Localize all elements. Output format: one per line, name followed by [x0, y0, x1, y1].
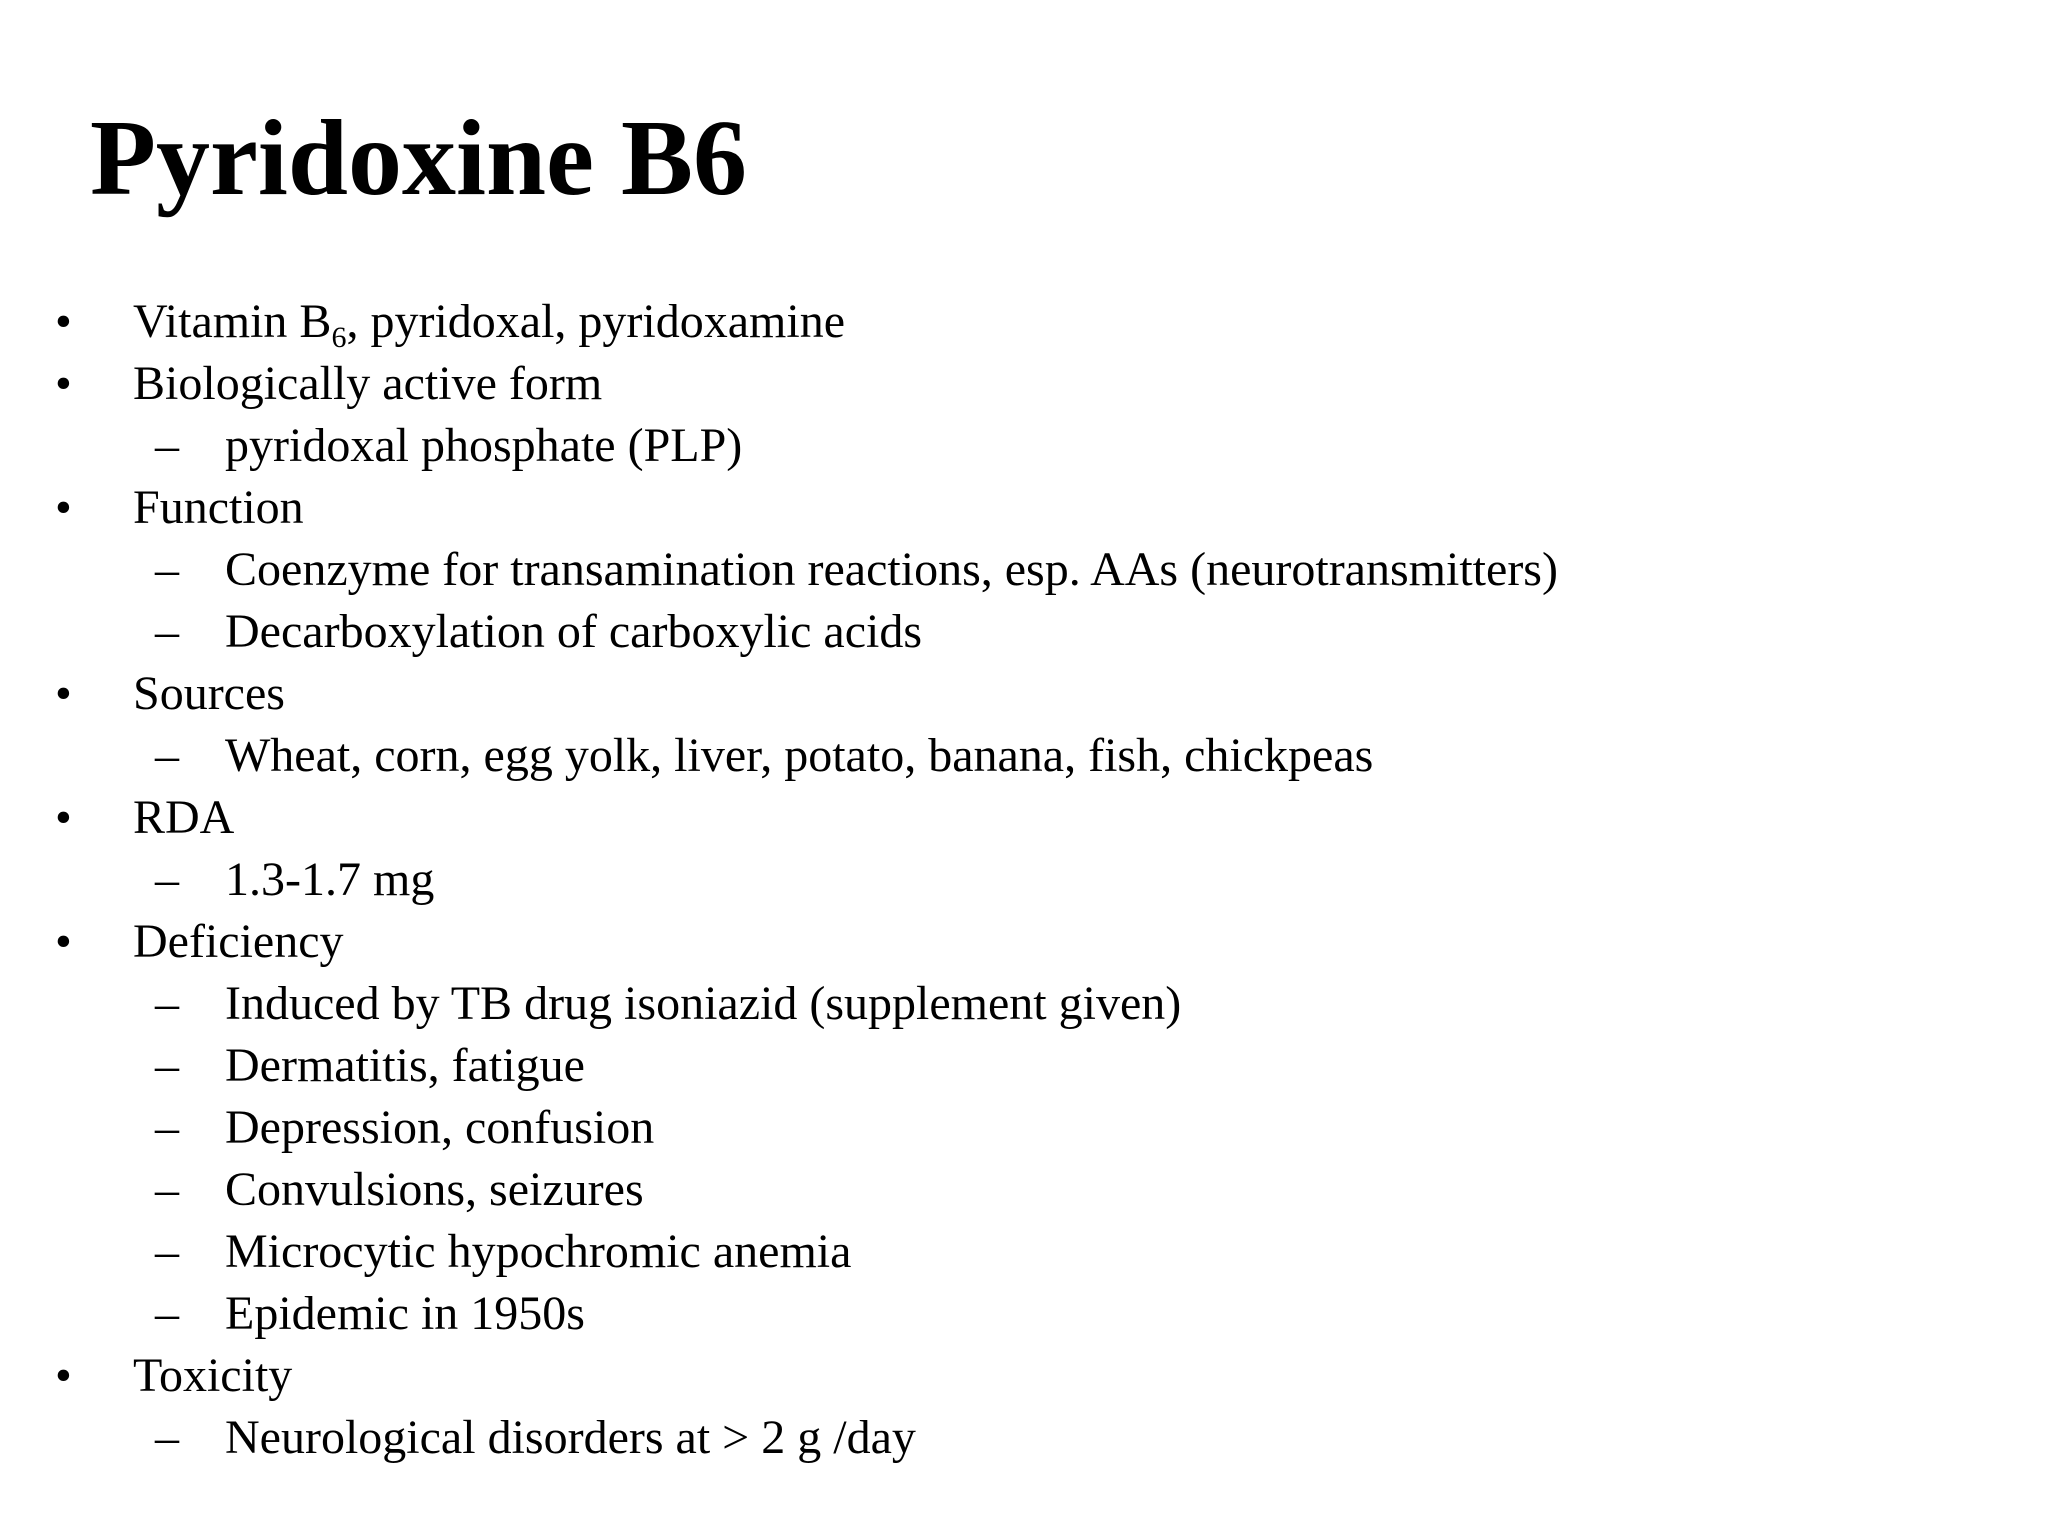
sub-bullet-text: Depression, confusion — [225, 1101, 655, 1154]
sub-bullet — [55, 539, 1955, 601]
bullet-toxicity — [55, 1345, 1955, 1407]
vitamin-prefix: Vitamin B — [133, 295, 332, 348]
sub-bullet-text: Induced by TB drug isoniazid (supplement given) — [225, 977, 1182, 1030]
sub-bullet — [55, 1407, 1955, 1469]
sub-bullet-text: Dermatitis, fatigue — [225, 1039, 585, 1092]
bullet-marker: • — [55, 481, 72, 534]
bullet-text — [133, 291, 845, 353]
sub-bullet — [55, 973, 1955, 1035]
sub-bullet-marker: – — [155, 853, 179, 906]
sub-bullet — [55, 415, 1955, 477]
sub-bullet-text: 1.3-1.7 mg — [225, 853, 435, 906]
vitamin-suffix: , pyridoxal, pyridoxamine — [346, 295, 846, 348]
sub-bullet — [55, 1283, 1955, 1345]
sub-bullet-text: Coenzyme for transamination reactions, esp. AAs (neurotransmitters) — [225, 543, 1558, 596]
sub-bullet-text: Microcytic hypochromic anemia — [225, 1225, 852, 1278]
bullet-text: Function — [133, 481, 304, 534]
sub-bullet-marker: – — [155, 977, 179, 1030]
sub-bullet-marker: – — [155, 605, 179, 658]
bullet-marker: • — [55, 295, 72, 348]
sub-bullet-marker: – — [155, 1039, 179, 1092]
bullet-active-form — [55, 353, 1955, 415]
sub-bullet-text: Convulsions, seizures — [225, 1163, 644, 1216]
sub-bullet — [55, 1097, 1955, 1159]
sub-bullet — [55, 1035, 1955, 1097]
sub-bullet-marker: – — [155, 1101, 179, 1154]
sub-bullet — [55, 725, 1955, 787]
sub-bullet-text: Neurological disorders at > 2 g /day — [225, 1411, 916, 1464]
bullet-text: RDA — [133, 791, 235, 844]
bullet-sources — [55, 663, 1955, 725]
slide-title: Pyridoxine B6 — [90, 99, 748, 218]
bullet-list — [55, 291, 1955, 1469]
bullet-text: Biologically active form — [133, 357, 603, 410]
bullet-text: Deficiency — [133, 915, 344, 968]
bullet-vitamin — [55, 291, 1955, 353]
bullet-rda — [55, 787, 1955, 849]
sub-bullet-text: Decarboxylation of carboxylic acids — [225, 605, 923, 658]
sub-bullet-marker: – — [155, 1411, 179, 1464]
bullet-marker: • — [55, 1349, 72, 1402]
sub-bullet-marker: – — [155, 1163, 179, 1216]
bullet-marker: • — [55, 791, 72, 844]
bullet-text: Toxicity — [133, 1349, 293, 1402]
bullet-deficiency — [55, 911, 1955, 973]
bullet-marker: • — [55, 357, 72, 410]
sub-bullet-marker: – — [155, 729, 179, 782]
sub-bullet-marker: – — [155, 1287, 179, 1340]
sub-bullet-marker: – — [155, 1225, 179, 1278]
sub-bullet-text: pyridoxal phosphate (PLP) — [225, 419, 743, 472]
sub-bullet-marker: – — [155, 543, 179, 596]
sub-bullet-text: Wheat, corn, egg yolk, liver, potato, banana, fish, chickpeas — [225, 729, 1374, 782]
sub-bullet — [55, 601, 1955, 663]
sub-bullet — [55, 1221, 1955, 1283]
bullet-marker: • — [55, 667, 72, 720]
sub-bullet — [55, 1159, 1955, 1221]
bullet-text: Sources — [133, 667, 285, 720]
sub-bullet-marker: – — [155, 419, 179, 472]
sub-bullet — [55, 849, 1955, 911]
vitamin-subscript: 6 — [331, 321, 347, 354]
bullet-marker: • — [55, 915, 72, 968]
bullet-function — [55, 477, 1955, 539]
sub-bullet-text: Epidemic in 1950s — [225, 1287, 585, 1340]
